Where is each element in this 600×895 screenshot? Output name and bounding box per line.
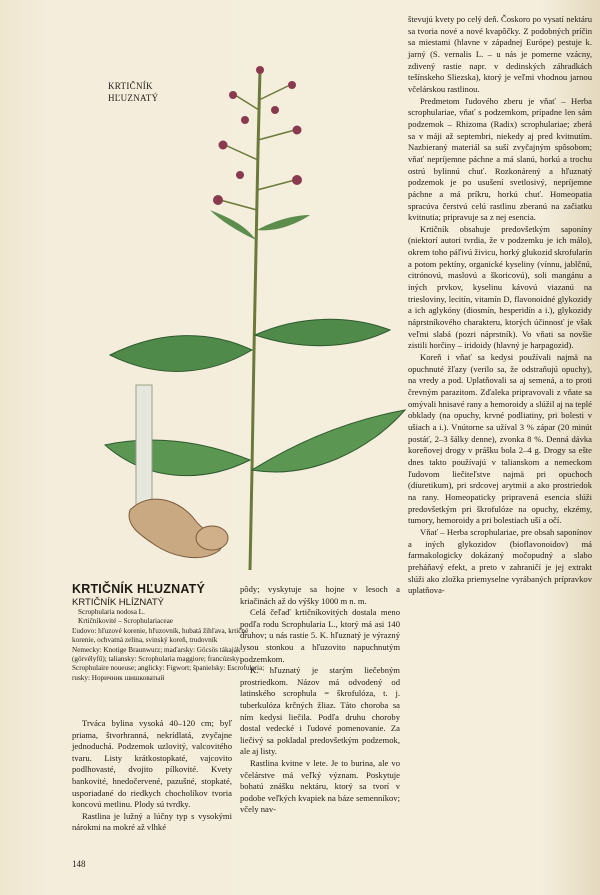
illustration-caption bbox=[108, 80, 158, 104]
foreign-names: Nemecky: Knotige Braunwurz; maďarsky: Göcsös tákaják (görvélyfű); taliansky: Scrophularia maggiore; francúzsky: Scrophulaire noueuse; anglicky: Figwort; španielsky: Escrofularia; rusky: Норичник шишковатый bbox=[72, 645, 265, 682]
paragraph: pôdy; vyskytuje sa hojne v lesoch a kriačinách až do výšky 1000 m n. m. bbox=[240, 584, 400, 606]
family-name: Krtičníkovité – Scrophulariaceae bbox=[78, 617, 173, 626]
entry-title: KRTIČNÍK HĽUZNATÝ bbox=[72, 582, 206, 596]
paragraph: K. hľuznatý je starým liečebným prostriedkom. Názov má odvodený od latinského scrophula = škrofulóza, t. j. tuberkulóza krčných žliaz. Táto choroba sa ním kedysi liečila. Podľa druhu choroby dostal vedecké i ľudové pomenovanie. Za liečivý sa pokladal predovšetkým podzemok, ale aj listy. bbox=[240, 665, 400, 757]
caption-line: KRTIČNÍK bbox=[108, 81, 153, 91]
folk-names: Ľudovo: hľuzové korenie, hľuzovník, hubatá žihľava, krtičné korenie, ochvatná zelina, svinský koreň, trudovník bbox=[72, 626, 249, 645]
paragraph: Trváca bylina vysoká 40–120 cm; byľ priama, štvorhranná, nekrídlatá, zvyčajne jednoduchá. Podzemok uzlovitý, valcovitého tvaru. Listy krátkostopkaté, vajcovito podlhovasté, dvojito pílkovité. Kvety bankovité, hnedočervené, pazušné, stopkaté, usporiadané do riedkych chocholíkov tvoria koncovú metlinu. Plody sú tvrdky. bbox=[72, 718, 232, 810]
paragraph: Vňať – Herba scrophulariae, pre obsah saponínov a iných glykozidov (bioflavonoidov) má farmakologicky dokázaný močopudný a slabo preháňavý efekt, a preto v zahraničí je jej extrakt slúži ako zložka priemyselne vyrábaných prípravkov uplatňova- bbox=[408, 526, 592, 596]
right-column bbox=[408, 14, 592, 597]
paragraph: Rastlina je lužný a lúčny typ s vysokými nárokmi na mokré až vlhké bbox=[72, 810, 232, 833]
paragraph: Celá čeľaď krtičníkovitých dostala meno podľa rodu Scrophularia L., ktorý má asi 140 druhov; u nás rastie 5. K. hľuznatý je výrazný lysou stonkou a hľuzovito napuchnutým podzemkom. bbox=[240, 607, 400, 664]
middle-column bbox=[240, 584, 400, 816]
paragraph: Rastlina kvitne v lete. Je to burina, ale vo včelárstve má veľký význam. Poskytuje bohatú znášku nektáru, ktorý sa tvorí v podobe veľkých kvapiek na báze semenníkov; včely nav- bbox=[240, 757, 400, 815]
left-column bbox=[72, 718, 232, 834]
paragraph: števujú kvety po celý deň. Čoskoro po vysatí nektáru sa tvoria nové a nové kvapôčky. Z podobných príčin sa miestami (hlavne v západnej Európe) pestuje k. jarný (S. vernalis L. – u nás je pomerne vzácny, zdivený rastie napr. v dedinských záhradkách tešínskeho Sliezska), ktorý je veľmi vhodnou jarnou včelárskou rastlinou. bbox=[408, 14, 592, 94]
paragraph: Koreň i vňať sa kedysi používali najmä na opuchnuté žľazy (verilo sa, že odstraňujú opuchy), na vredy a pod. Uplatňovali sa aj semená, a to proti črevným parazitom. Zďaleka pripravovali z vňate sa omývali hnisavé rany a hemoroidy a slúžil aj na teplé obklady (na opuchy, krvné podliatiny, pri bolesti v ušiach a i.). Vnútorne sa užíval 3 % zápar (20 minút postáť, 2–3 šálky denne), zvonka 8 %. Denná dávka koreňovej drogy v prášku bola 2–4 g. Drogy sa ešte dnes takto používajú v talianskom a nemeckom ľudovom liečiteľstve najmä pri opuchoch (diuretikum), pri srdcovej arytmii a ako prostriedok na rany. Homeopaticky pripravená esencia slúži predovšetkým pri škrofulóze na opuchy, ekzémy, tumory, hemoroidy a pri bolestiach uší a očí. bbox=[408, 352, 592, 526]
figwort-illustration bbox=[100, 50, 420, 570]
entry-subtitle: KRTIČNÍK HLÍZNATÝ bbox=[72, 597, 165, 608]
paragraph: Predmetom ľudového zberu je vňať – Herba scrophulariae, vňať s podzemkom, prípadne len sám podzemok – Rhizoma (Radix) scrophulariae; zberá sa v máji až septembri, niekedy aj pred kvitnutím. Nazbieraný materiál sa suší zvyčajným spôsobom; vňať nepríjemne páchne a má slanú, horkú a trochu ostrú bylinnú chuť. Rozkonárený a hľuznatý podzemok je po usušení svetlosivý, nepríjemne páchne a má príkru, horkú chuť. Homeopatia spracúva čerstvú celú rastlinu zberanú na začiatku kvitnutia; pripravuje sa z nej esencia. bbox=[408, 95, 592, 223]
caption-line: HĽUZNATÝ bbox=[108, 93, 159, 103]
latin-name: Scrophularia nodosa L. bbox=[78, 608, 145, 616]
page-number: 148 bbox=[72, 859, 86, 869]
paragraph: Krtičník obsahuje predovšetkým saponíny (niektorí autori tvrdia, že v podzemku je ich málo), okrem toho páľivú živicu, horký glukozid skrofularín a potom pektíny, organické kyseliny (vínnu, jablčnú, citrónovú, maslovú a škoricovú), soli mangánu a iných prvkov, kyselinu kávovú viazanú na triesloviny, lecitín, vitamín D, flavonoidné glykozidy a ich aglykóny (diosmín, hesperidín a i.), glykozidy náprstníkového charakteru, ktorých účinnosť je však veľmi slabá (pozri náprstník). Vo vňati sa novšie zistili horčiny – iridoidy (hlavný je harpagozid). bbox=[408, 223, 592, 351]
